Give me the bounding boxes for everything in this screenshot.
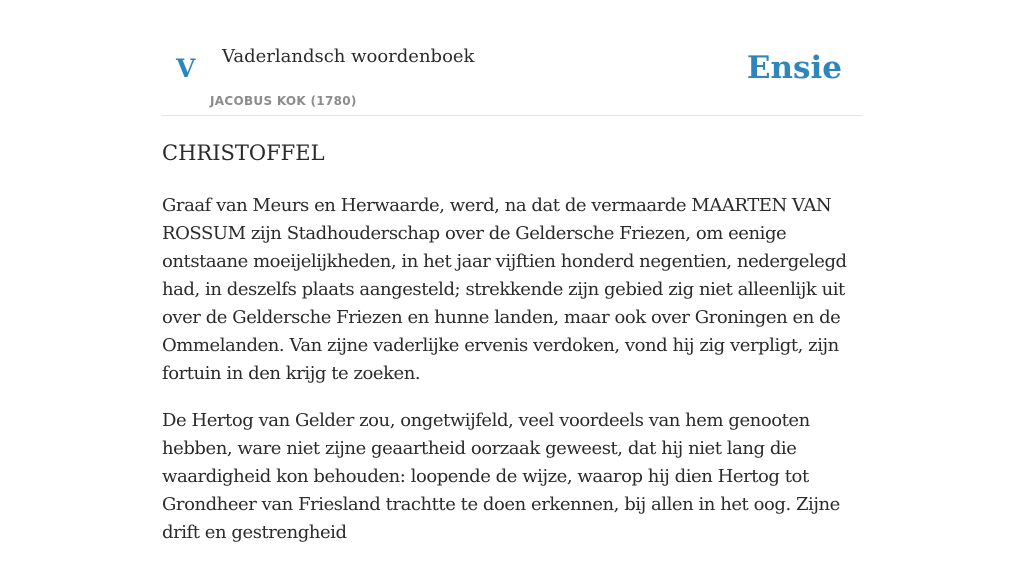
page-header xyxy=(162,30,862,116)
brand-logo[interactable]: Ensie xyxy=(746,50,842,86)
book-title[interactable]: Vaderlandsch woordenboek xyxy=(222,46,475,67)
entry-paragraph: Graaf van Meurs en Herwaarde, werd, na dat de vermaarde MAARTEN VAN ROSSUM zijn Stadhouderschap over de Geldersche Friezen, om eenige ontstaane moeijelijkheden, in het jaar vijftien honderd negentien, nedergelegd had, in deszelfs plaats aangesteld; strekkende zijn gebied zig niet alleenlijk uit over de Geldersche Friezen en hunne landen, maar ook over Groningen en de Ommelanden. Van zijne vaderlijke ervenis verdoken, vond hij zig verpligt, zijn fortuin in den krijg te zoeken. xyxy=(162,195,847,384)
entry-body xyxy=(162,192,862,566)
entry-title: CHRISTOFFEL xyxy=(162,141,325,165)
book-author: JACOBUS KOK (1780) xyxy=(210,94,357,108)
book-letter-icon: V xyxy=(176,54,196,83)
entry-paragraph: De Hertog van Gelder zou, ongetwijfeld, veel voordeels van hem genooten hebben, ware niet zijne geaartheid oorzaak geweest, dat hij niet lang die waardigheid kon behouden: loopende de wijze, waarop hij dien Hertog tot Grondheer van Friesland trachtte te doen erkennen, bij allen in het oog. Zijne drift en gestrengheid xyxy=(162,410,840,543)
